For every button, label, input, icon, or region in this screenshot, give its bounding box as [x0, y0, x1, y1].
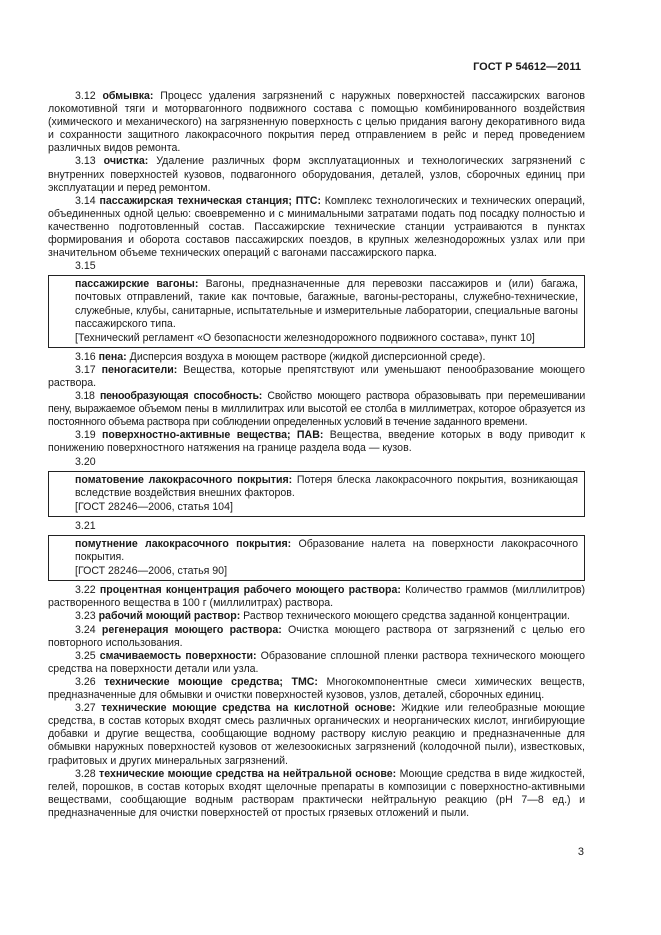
boxed-definition-3-21	[48, 535, 585, 581]
term: обмывка:	[102, 90, 154, 102]
paragraph-3-16	[48, 351, 585, 364]
paragraph-3-14	[48, 195, 585, 260]
definition: Комплекс технологических и технических операций, объединенных одной целью: своевременно и с минимальными затратами подать под посадку полностью и качественно подготовленный состав. Пассажирские технические станции устраиваются в пунктах формирования и оборота составов пассажирских поездов, в крупных железнодорожных узлах или при значительном объеме технических операций с вагонами пассажирского парка.	[48, 194, 586, 260]
paragraph-3-24	[48, 624, 585, 650]
definition: Вагоны, предназначенные для перевозки пассажиров и (или) багажа, почтовых отправлений, такие как почтовые, багажные, вагоны-рестораны, служебно-технические, служебные, клубы, санитарные, испытательные и измерительные лаборатории, специальные вагоны пассажирского типа.	[75, 278, 578, 330]
term: очистка:	[103, 155, 149, 168]
clause-number: 3.25	[75, 649, 96, 662]
source-reference: [ГОСТ 28246—2006, статья 90]	[75, 565, 228, 578]
definition: Моющие средства в виде жидкостей, гелей, порошков, в состав которых входят щелочные препараты в композиции с поверхностно-активными веществами, сообщающие водным растворам практически нейтральную реакцию (pH 7—8 ед.) и предназначенные для очистки поверхностей от простых грязевых отложений и пыли.	[48, 767, 585, 819]
paragraph-3-28	[48, 768, 585, 820]
term: пена:	[98, 350, 127, 363]
clause-number-3-21: 3.21	[75, 519, 96, 532]
clause-number: 3.26	[75, 675, 96, 688]
definition: Раствор технического моющего средства заданной концентрации.	[243, 610, 570, 623]
term: поверхностно-активные вещества; ПАВ:	[102, 429, 324, 442]
paragraph-3-12	[48, 90, 585, 155]
definition: Образование налета на поверхности лакокрасочного покрытия.	[75, 538, 579, 564]
definition: Вещества, которые препятствуют или уменьшают пенообразование моющего раствора.	[48, 363, 585, 389]
term: пенообразующая способность:	[100, 390, 263, 403]
clause-number: 3.28	[75, 767, 96, 780]
paragraph-3-23	[48, 610, 585, 623]
term: процентная концентрация рабочего моющего раствора:	[99, 584, 401, 597]
boxed-definition-3-15	[48, 275, 585, 347]
term: технические моющие средства на кислотной основе:	[101, 702, 396, 715]
page-content	[48, 90, 585, 820]
definition: Жидкие или гелеобразные моющие средства, в состав которых входят смесь различных органических и неорганических кислот, ингибирующие добавки и другие вещества, сообщающие водному раствору кислую реакцию и предназначенные для обмывки наружных поверхностей кузовов от железоокисных загрязнений (колодочной пыли), известковых, графитовых и других минеральных загрязнений.	[48, 702, 585, 767]
term: поматовение лакокрасочного покрытия:	[75, 473, 293, 486]
clause-number: 3.24	[75, 623, 96, 636]
definition: Потеря блеска лакокрасочного покрытия, возникающая вследствие воздействия внешних факторов.	[75, 473, 578, 499]
clause-number: 3.12	[75, 90, 96, 102]
definition: Образование сплошной пленки раствора технического моющего средства на поверхности детали или узла.	[48, 649, 585, 675]
term: пеногасители:	[101, 363, 178, 376]
definition: Очистка моющего раствора от загрязнений с целью его повторного использования.	[48, 623, 585, 649]
paragraph-3-27	[48, 702, 585, 767]
term: помутнение лакокрасочного покрытия:	[75, 538, 292, 550]
clause-number: 3.14	[75, 194, 96, 207]
term: пассажирские вагоны:	[75, 278, 199, 291]
source-reference: [Технический регламент «О безопасности железнодорожного подвижного состава», пункт 10]	[75, 331, 535, 344]
definition: Количество граммов (миллилитров) растворенного вещества в 100 г (миллилитрах) раствора.	[48, 584, 585, 610]
paragraph-3-13	[48, 155, 585, 194]
term: технические моющие средства на нейтральной основе:	[99, 767, 397, 780]
clause-number-3-15: 3.15	[75, 260, 96, 273]
term: рабочий моющий раствор:	[98, 610, 241, 623]
definition: Дисперсия воздуха в моющем растворе (жидкой дисперсионной среде).	[129, 350, 486, 363]
clause-number: 3.17	[75, 363, 96, 376]
paragraph-3-25	[48, 650, 585, 676]
clause-number: 3.22	[75, 584, 96, 597]
paragraph-3-22	[48, 584, 585, 610]
clause-number: 3.18	[75, 390, 95, 403]
definition: Многокомпонентные смеси химических веществ, предназначенные для обмывки и очистки поверхностей кузовов, узлов, деталей, сборочных единиц.	[48, 675, 586, 702]
clause-number: 3.19	[75, 429, 96, 442]
definition: Удаление различных форм эксплуатационных и технологических загрязнений с внутренних поверхностей кузовов, подвагонного оборудования, деталей, узлов, сборочных единиц при эксплуатации и перед ремонтом.	[48, 155, 585, 194]
definition: Процесс удаления загрязнений с наружных поверхностей пассажирских вагонов локомотивной тяги и моторвагонного подвижного состава с помощью комбинированного воздействия (химического и механического) на загрязненную поверхность с целью придания вагону декоративного вида и сохранности защитного лакокрасочного покрытия перед отправлением в рейс и перед проведением различных видов ремонта.	[48, 90, 585, 155]
paragraph-3-17	[48, 364, 585, 390]
paragraph-3-26	[48, 676, 585, 702]
term: регенерация моющего раствора:	[101, 623, 282, 636]
document-header: ГОСТ Р 54612—2011	[473, 61, 581, 73]
page-number: 3	[577, 846, 584, 858]
term: пассажирская техническая станция; ПТС:	[99, 194, 321, 207]
clause-number: 3.23	[75, 610, 96, 623]
paragraph-3-18	[48, 390, 585, 429]
definition: Свойство моющего раствора образовывать при перемешивании пену, выражаемое объемом пены в миллилитрах или высотой ее столба в миллиметрах, которое образуется из постоянного объема раствора при соблюдении определенных условий в течение заданного времени.	[48, 390, 586, 429]
clause-number: 3.13	[75, 155, 96, 168]
boxed-definition-3-20	[48, 471, 585, 517]
clause-number: 3.27	[75, 702, 96, 715]
source-reference: [ГОСТ 28246—2006, статья 104]	[75, 500, 233, 513]
term: технические моющие средства; ТМС:	[104, 675, 318, 688]
clause-number: 3.16	[75, 350, 96, 363]
term: смачиваемость поверхности:	[99, 649, 257, 662]
clause-number-3-20: 3.20	[75, 455, 96, 468]
paragraph-3-19	[48, 429, 585, 455]
definition: Вещества, введение которых в воду приводит к понижению поверхностного натяжения на границе раздела вода — кузов.	[48, 429, 585, 455]
